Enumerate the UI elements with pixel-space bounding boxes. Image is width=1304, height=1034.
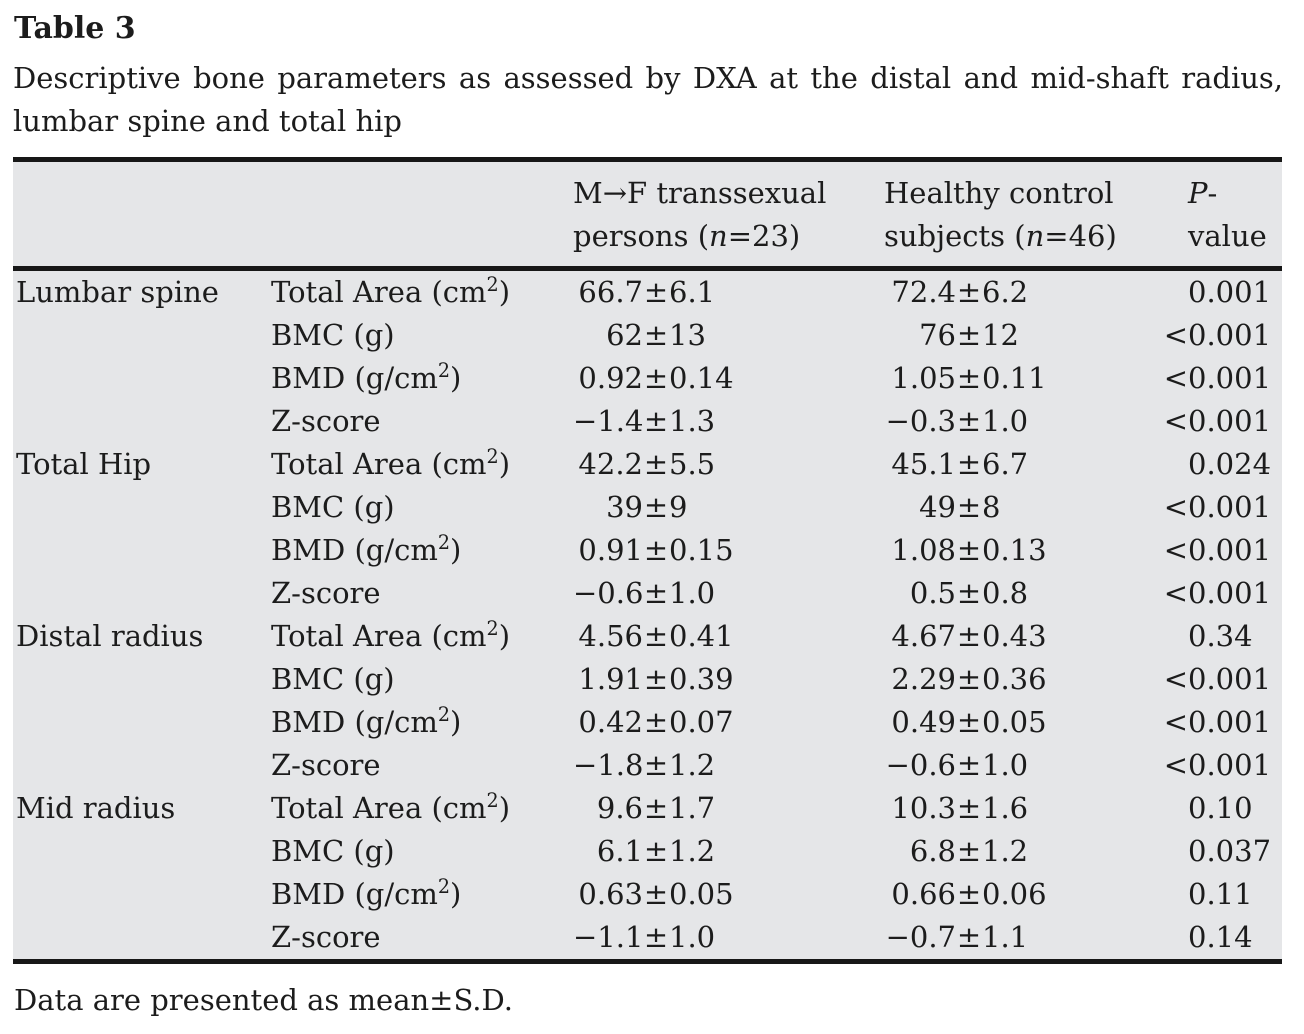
sd-value: 0.05 (669, 877, 734, 911)
plus-minus-symbol: ± (643, 834, 669, 868)
plus-minus-symbol: ± (956, 920, 982, 954)
value-cell-group2 (884, 357, 1168, 403)
mean-value: 62 (606, 318, 643, 352)
pvalue: 0.024 (1188, 447, 1272, 481)
sd-value: 0.07 (669, 705, 734, 739)
superscript: 2 (486, 789, 499, 813)
value-cell-group1 (573, 271, 884, 317)
sd-value: 0.05 (982, 705, 1047, 739)
sd-value: 1.6 (982, 791, 1029, 825)
mean-value: −0.3 (885, 404, 956, 438)
pvalue: 0.001 (1188, 576, 1272, 610)
pvalue: 0.001 (1188, 361, 1272, 395)
table-row (13, 443, 1282, 486)
region-cell (13, 744, 271, 787)
sd-value: 0.13 (982, 533, 1047, 567)
sd-value: 9 (669, 490, 688, 524)
parameter-cell: BMD $(g/cm^2)$ (271, 703, 462, 739)
sd-value: 0.11 (982, 361, 1047, 395)
pvalue: 0.001 (1188, 404, 1272, 438)
pvalue-cell (1163, 744, 1282, 787)
pvalue: 0.001 (1188, 705, 1272, 739)
value-cell-group1 (573, 572, 884, 615)
superscript: 2 (486, 617, 499, 641)
sd-value: 1.2 (669, 834, 716, 868)
plus-minus-symbol: ± (956, 404, 982, 438)
plus-minus-symbol: ± (643, 404, 669, 438)
header-parameter-column (271, 172, 573, 258)
table-row (13, 701, 1282, 744)
plus-minus-symbol: ± (956, 533, 982, 567)
plus-minus-symbol: ± (956, 662, 982, 696)
value-cell-group2 (884, 787, 1168, 833)
region-cell (13, 486, 271, 529)
sd-value: 6.2 (982, 275, 1029, 309)
parameter-cell: BMC (g) (271, 318, 395, 352)
pvalue: 0.11 (1188, 877, 1253, 911)
parameter-cell: BMC (g) (271, 490, 395, 524)
mean-value: 0.63 (578, 877, 643, 911)
value-cell-group1 (573, 443, 884, 489)
table-row (13, 658, 1282, 701)
mean-value: 1.05 (891, 361, 956, 395)
mean-value: 0.42 (578, 705, 643, 739)
sd-value: 1.0 (982, 404, 1029, 438)
plus-minus-symbol: ± (956, 619, 982, 653)
less-than-prefix: < (1163, 318, 1188, 352)
table-row (13, 400, 1282, 443)
pvalue-cell (1168, 873, 1282, 919)
table-footnote: Data are presented as mean±S.D. (14, 983, 513, 1017)
sd-value: 0.41 (669, 619, 734, 653)
group2-header-line1: Healthy control (884, 176, 1114, 210)
mean-value: 76 (919, 318, 956, 352)
table-caption-line1: Descriptive bone parameters as assessed by DXA at the distal and mid-shaft radius, (13, 61, 1283, 95)
mean-value: 0.91 (578, 533, 643, 567)
group2-header-line2: subjects (n=46) (884, 219, 1117, 253)
table-row (13, 744, 1282, 787)
table-body (13, 271, 1282, 959)
plus-minus-symbol: ± (643, 490, 669, 524)
value-cell-group2 (884, 486, 1168, 529)
less-than-prefix: < (1163, 533, 1188, 567)
plus-minus-symbol: ± (643, 705, 669, 739)
pvalue-cell (1163, 529, 1282, 575)
pvalue: 0.037 (1188, 834, 1272, 868)
region-cell (13, 916, 271, 959)
mean-value: 6.1 (596, 834, 643, 868)
pvalue: 0.14 (1188, 920, 1253, 954)
less-than-prefix: < (1163, 490, 1188, 524)
parameter-cell: BMD $(g/cm^2)$ (271, 359, 462, 395)
pvalue-cell (1163, 357, 1282, 403)
data-table (13, 157, 1282, 964)
value-cell-group2 (884, 744, 1168, 787)
value-cell-group1 (573, 830, 884, 873)
region-cell (13, 400, 271, 443)
value-cell-group2 (884, 830, 1168, 873)
value-cell-group1 (573, 916, 884, 959)
plus-minus-symbol: ± (643, 275, 669, 309)
region-cell: Lumbar spine (16, 275, 219, 309)
region-cell (13, 572, 271, 615)
table-row (13, 615, 1282, 658)
mean-value: 72.4 (891, 275, 956, 309)
pvalue: 0.001 (1188, 662, 1272, 696)
mean-value: 66.7 (578, 275, 643, 309)
table-row (13, 486, 1282, 529)
mean-value: 42.2 (578, 447, 643, 481)
plus-minus-symbol: ± (956, 834, 982, 868)
plus-minus-symbol: ± (643, 318, 669, 352)
plus-minus-symbol: ± (643, 877, 669, 911)
table-number-title: Table 3 (14, 11, 136, 46)
pvalue-cell (1163, 314, 1282, 357)
pvalue-cell (1168, 443, 1282, 489)
mean-value: −1.8 (573, 748, 644, 782)
plus-minus-symbol: ± (956, 447, 982, 481)
value-cell-group2 (884, 916, 1168, 959)
plus-minus-symbol: ± (643, 662, 669, 696)
parameter-cell: BMC (g) (271, 662, 395, 696)
plus-minus-symbol: ± (643, 920, 669, 954)
parameter-cell: Z-score (271, 920, 381, 954)
region-cell: Total Hip (16, 447, 152, 481)
parameter-cell: Total Area $(cm^2)$ (271, 445, 511, 481)
value-cell-group1 (573, 400, 884, 443)
plus-minus-symbol: ± (643, 791, 669, 825)
sd-value: 1.7 (669, 791, 716, 825)
pvalue-cell (1163, 486, 1282, 529)
mean-value: 1.91 (578, 662, 643, 696)
pvalue-cell (1163, 658, 1282, 701)
mean-value: −0.7 (885, 920, 956, 954)
less-than-prefix: < (1163, 361, 1188, 395)
less-than-prefix: < (1163, 404, 1188, 438)
mean-value: −0.6 (573, 576, 644, 610)
parameter-cell: BMC (g) (271, 834, 395, 868)
pvalue-cell (1168, 830, 1282, 873)
plus-minus-symbol: ± (643, 619, 669, 653)
sd-value: 0.14 (669, 361, 734, 395)
value-cell-group1 (573, 357, 884, 403)
sd-value: 0.39 (669, 662, 734, 696)
plus-minus-symbol: ± (956, 791, 982, 825)
table-row (13, 916, 1282, 959)
table-row (13, 873, 1282, 916)
value-cell-group2 (884, 271, 1168, 317)
sd-value: 1.2 (982, 834, 1029, 868)
table-row (13, 529, 1282, 572)
pvalue: 0.001 (1188, 318, 1272, 352)
italic-n: n (709, 219, 728, 253)
pvalue: 0.001 (1188, 275, 1272, 309)
superscript: 2 (437, 875, 451, 899)
italic-n: n (1025, 219, 1045, 253)
value-cell-group2 (884, 529, 1168, 575)
pvalue-cell (1163, 400, 1282, 443)
mean-value: −1.1 (573, 920, 644, 954)
value-cell-group1 (573, 615, 884, 661)
parameter-cell: Total Area $(cm^2)$ (271, 789, 511, 825)
value-cell-group2 (884, 314, 1168, 357)
sd-value: 0.15 (669, 533, 734, 567)
plus-minus-symbol: ± (956, 748, 982, 782)
parameter-cell: Z-score (271, 576, 381, 610)
column-header-transsexual-group (573, 172, 884, 258)
mean-value: 0.66 (891, 877, 956, 911)
parameter-cell: Total Area $(cm^2)$ (271, 617, 511, 653)
value-cell-group2 (884, 443, 1168, 489)
less-than-prefix: < (1163, 705, 1188, 739)
region-cell (13, 873, 271, 919)
mean-value: −1.4 (573, 404, 644, 438)
table-caption-line2: lumbar spine and total hip (13, 104, 402, 138)
plus-minus-symbol: ± (956, 877, 982, 911)
parameter-cell: Total Area $(cm^2)$ (271, 273, 511, 309)
table-row (13, 787, 1282, 830)
mean-value: −0.6 (885, 748, 956, 782)
value-cell-group2 (884, 400, 1168, 443)
sd-value: 0.36 (982, 662, 1047, 696)
less-than-prefix: < (1163, 576, 1188, 610)
italic-p: P (1188, 176, 1208, 210)
table-header-row (13, 162, 1282, 266)
pvalue-cell (1168, 271, 1282, 317)
pvalue: 0.10 (1188, 791, 1253, 825)
table-row (13, 271, 1282, 314)
pvalue-cell (1163, 701, 1282, 747)
header-region-column (13, 172, 271, 258)
region-cell (13, 357, 271, 403)
pvalue: 0.34 (1188, 619, 1253, 653)
plus-minus-symbol: ± (643, 447, 669, 481)
table-row (13, 357, 1282, 400)
superscript: 2 (437, 703, 451, 727)
plus-minus-symbol: ± (643, 361, 669, 395)
table-rule-bottom (13, 959, 1282, 964)
group1-header-line1: M→F transsexual (573, 176, 827, 210)
sd-value: 1.2 (669, 748, 716, 782)
plus-minus-symbol: ± (956, 318, 982, 352)
region-cell (13, 701, 271, 747)
sd-value: 1.0 (982, 748, 1029, 782)
plus-minus-symbol: ± (956, 576, 982, 610)
group1-header-line2: persons (n=23) (573, 219, 801, 253)
value-cell-group2 (884, 572, 1168, 615)
superscript: 2 (437, 531, 451, 555)
region-cell (13, 529, 271, 575)
sd-value: 0.8 (982, 576, 1029, 610)
sd-value: 1.0 (669, 576, 716, 610)
less-than-prefix: < (1163, 662, 1188, 696)
plus-minus-symbol: ± (956, 361, 982, 395)
sd-value: 0.43 (982, 619, 1047, 653)
value-cell-group2 (884, 615, 1168, 661)
sd-value: 1.1 (982, 920, 1029, 954)
pvalue-cell (1163, 572, 1282, 615)
value-cell-group1 (573, 658, 884, 701)
mean-value: 45.1 (891, 447, 956, 481)
column-header-control-group (884, 172, 1168, 258)
plus-minus-symbol: ± (643, 576, 669, 610)
superscript: 2 (486, 273, 499, 297)
mean-value: 0.92 (578, 361, 643, 395)
value-cell-group2 (884, 873, 1168, 919)
region-cell (13, 658, 271, 701)
mean-value: 4.56 (578, 619, 643, 653)
mean-value: 1.08 (891, 533, 956, 567)
pvalue: 0.001 (1188, 490, 1272, 524)
mean-value: 6.8 (909, 834, 956, 868)
plus-minus-symbol: ± (643, 533, 669, 567)
parameter-cell: Z-score (271, 404, 381, 438)
table-row (13, 314, 1282, 357)
parameter-cell: Z-score (271, 748, 381, 782)
mean-value: 10.3 (891, 791, 956, 825)
superscript: 2 (486, 445, 499, 469)
value-cell-group1 (573, 744, 884, 787)
pvalue-cell (1168, 615, 1282, 661)
mean-value: 39 (606, 490, 643, 524)
sd-value: 1.3 (669, 404, 716, 438)
sd-value: 13 (669, 318, 706, 352)
parameter-cell: BMD $(g/cm^2)$ (271, 875, 462, 911)
pvalue-cell (1168, 787, 1282, 833)
value-cell-group1 (573, 529, 884, 575)
sd-value: 5.5 (669, 447, 716, 481)
sd-value: 6.7 (982, 447, 1029, 481)
region-cell (13, 830, 271, 873)
plus-minus-symbol: ± (643, 748, 669, 782)
sd-value: 0.06 (982, 877, 1047, 911)
mean-value: 0.5 (909, 576, 956, 610)
less-than-prefix: < (1163, 748, 1188, 782)
mean-value: 4.67 (891, 619, 956, 653)
value-cell-group1 (573, 486, 884, 529)
mean-value: 49 (919, 490, 956, 524)
value-cell-group1 (573, 873, 884, 919)
value-cell-group2 (884, 658, 1168, 701)
mean-value: 9.6 (596, 791, 643, 825)
mean-value: 2.29 (891, 662, 956, 696)
sd-value: 12 (982, 318, 1019, 352)
table-row (13, 572, 1282, 615)
parameter-cell: BMD $(g/cm^2)$ (271, 531, 462, 567)
plus-minus-symbol: ± (956, 275, 982, 309)
region-cell: Mid radius (16, 791, 176, 825)
superscript: 2 (437, 359, 451, 383)
region-cell: Distal radius (16, 619, 204, 653)
value-cell-group1 (573, 314, 884, 357)
value-cell-group1 (573, 701, 884, 747)
value-cell-group2 (884, 701, 1168, 747)
sd-value: 1.0 (669, 920, 716, 954)
pvalue: 0.001 (1188, 533, 1272, 567)
pvalue-cell (1168, 916, 1282, 959)
column-header-pvalue: P-value (1188, 176, 1267, 253)
sd-value: 8 (982, 490, 1001, 524)
mean-value: 0.49 (891, 705, 956, 739)
value-cell-group1 (573, 787, 884, 833)
plus-minus-symbol: ± (956, 490, 982, 524)
pvalue: 0.001 (1188, 748, 1272, 782)
plus-minus-symbol: ± (956, 705, 982, 739)
table-row (13, 830, 1282, 873)
region-cell (13, 314, 271, 357)
sd-value: 6.1 (669, 275, 716, 309)
